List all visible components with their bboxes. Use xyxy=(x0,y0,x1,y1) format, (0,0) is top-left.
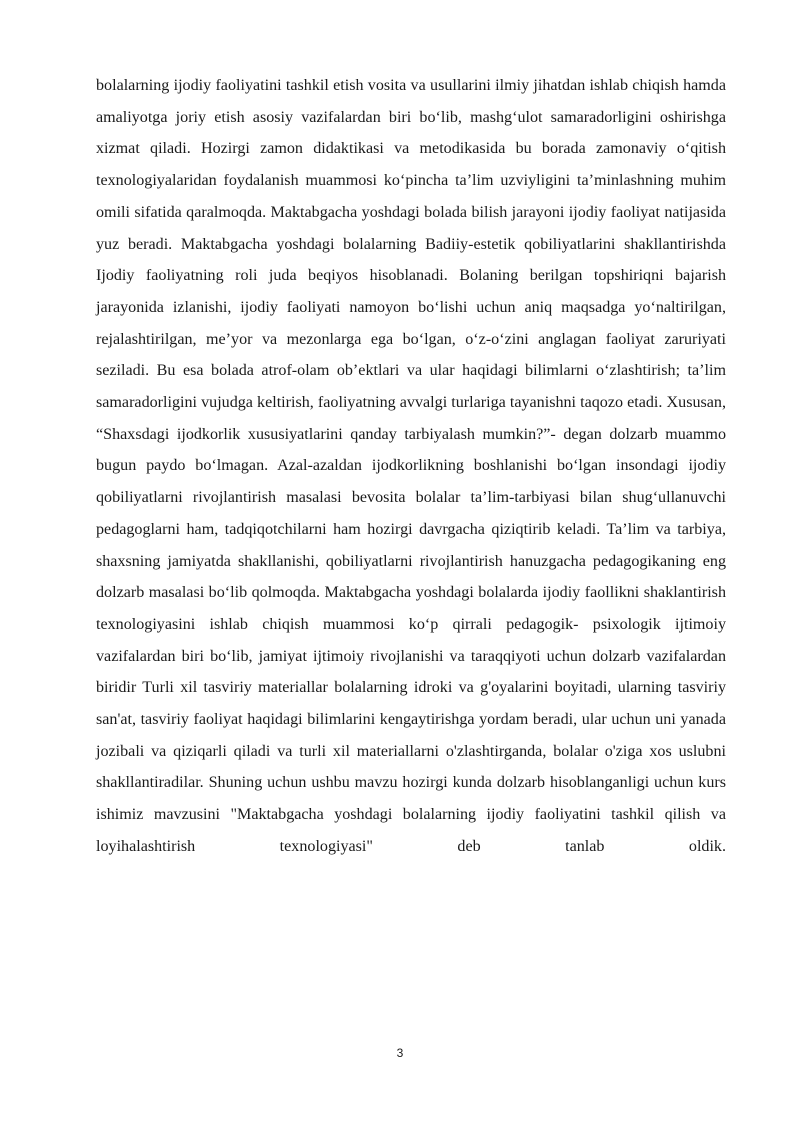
page-number: 3 xyxy=(396,1046,404,1060)
document-page xyxy=(96,70,726,863)
body-paragraph: bolalarning ijodiy faoliyatini tashkil etish vosita va usullarini ilmiy jihatdan ishlab chiqish hamda amaliyotga joriy etish asosiy vazifalardan biri bo‘lib, mashg‘ulot samaradorligini oshirishga xizmat qiladi. Hozirgi zamon didaktikasi va metodikasida bu borada zamonaviy o‘qitish texnologiyalaridan foydalanish muammosi ko‘pincha ta’lim uzviyligini ta’minlashning muhim omili sifatida qaralmoqda. Maktabgacha yoshdagi bolada bilish jarayoni ijodiy faoliyat natijasida yuz beradi. Maktabgacha yoshdagi bolalarning Badiiy-estetik qobiliyatlarini shakllantirishda Ijodiy faoliyatning roli juda beqiyos hisoblanadi. Bolaning berilgan topshiriqni bajarish jarayonida izlanishi, ijodiy faoliyati namoyon bo‘lishi uchun aniq maqsadga yo‘naltirilgan, rejalashtirilgan, me’yor va mezonlarga ega bo‘lgan, o‘z-o‘zini anglagan faoliyat zaruriyati seziladi. Bu esa bolada atrof-olam ob’ektlari va ular haqidagi bilimlarni o‘zlashtirish; ta’lim samaradorligini vujudga keltirish, faoliyatning avvalgi turlariga tayanishni taqozo etadi. Xususan, “Shaxsdagi ijodkorlik xususiyatlarini qanday tarbiyalash mumkin?”- degan dolzarb muammo bugun paydo bo‘lmagan. Azal-azaldan ijodkorlikning boshlanishi bo‘lgan insondagi ijodiy qobiliyatlarni rivojlantirish masalasi bevosita bolalar ta’lim-tarbiyasi bilan shug‘ullanuvchi pedagoglarni ham, tadqiqotchilarni ham hozirgi davrgacha qiziqtirib keladi. Ta’lim va tarbiya, shaxsning jamiyatda shakllanishi, qobiliyatlarni rivojlantirish hanuzgacha pedagogikaning eng dolzarb masalasi bo‘lib qolmoqda. Maktabgacha yoshdagi bolalarda ijodiy faollikni shaklantirish texnologiyasini ishlab chiqish muammosi ko‘p qirrali pedagogik- psixologik ijtimoiy vazifalardan biri bo‘lib, jamiyat ijtimoiy rivojlanishi va taraqqiyoti uchun dolzarb vazifalardan biridir Turli xil tasviriy materiallar bolalarning idroki va g'oyalarini boyitadi, ularning tasviriy san'at, tasviriy faoliyat haqidagi bilimlarini kengaytirishga yordam beradi, ular uchun uni yanada jozibali va qiziqarli qiladi va turli xil materiallarni o'zlashtirganda, bolalar o'ziga xos uslubni shakllantiradilar. Shuning uchun ushbu mavzu hozirgi kunda dolzarb hisoblanganligi uchun kurs ishimiz mavzusini "Maktabgacha yoshdagi bolalarning ijodiy faoliyatini tashkil qilish va loyihalashtirish texnologiyasi" deb tanlab oldik. xyxy=(96,77,726,855)
